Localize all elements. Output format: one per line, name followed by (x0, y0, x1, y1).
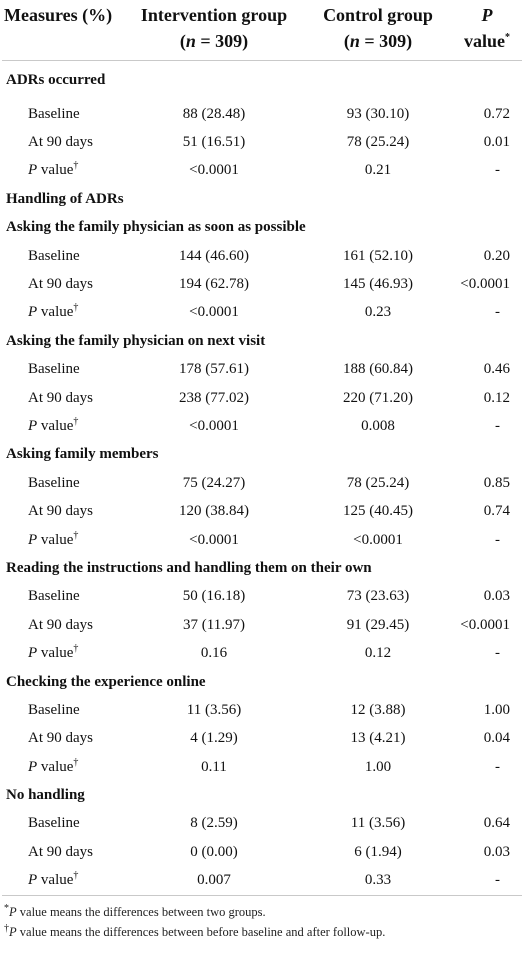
intervention-cell: 238 (77.02) (179, 389, 249, 406)
table-row (2, 128, 522, 156)
table-row (2, 384, 522, 412)
section-title: Reading the instructions and handling them on their own (6, 559, 372, 576)
p-value-cell: 0.12 (483, 389, 510, 406)
intervention-cell: <0.0001 (189, 162, 239, 179)
intervention-cell: 0 (0.00) (190, 843, 238, 860)
control-cell: 12 (3.88) (350, 701, 406, 718)
row-label: Baseline (28, 815, 80, 832)
table-row (2, 753, 522, 781)
row-label: P value† (28, 756, 79, 775)
intervention-cell: 0.11 (201, 758, 227, 775)
p-value-cell: - (495, 531, 500, 548)
section-title: Asking family members (6, 446, 159, 463)
p-value-cell: - (452, 867, 522, 896)
p-value-cell: 0.74 (483, 503, 510, 520)
control-cell: 220 (71.20) (343, 389, 413, 406)
table-row (2, 583, 522, 611)
table-row (2, 469, 522, 497)
p-value-cell: 0.20 (483, 247, 510, 264)
row-label: Baseline (28, 701, 80, 718)
table-row (2, 696, 522, 724)
header-row (2, 0, 522, 61)
intervention-cell: 178 (57.61) (179, 361, 249, 378)
intervention-cell: 11 (3.56) (186, 701, 242, 718)
p-value-cell: 0.46 (483, 361, 510, 378)
control-cell: 161 (52.10) (343, 247, 413, 264)
intervention-cell: 4 (1.29) (190, 730, 238, 747)
control-cell: 78 (25.24) (346, 474, 410, 491)
footnote-1: *P value means the differences between two groups. (4, 902, 266, 919)
section-header (2, 781, 522, 809)
control-cell: <0.0001 (353, 531, 403, 548)
table-row (2, 526, 522, 554)
table-row (2, 838, 522, 866)
results-table (2, 0, 522, 896)
footnotes (0, 902, 524, 942)
control-cell: 0.12 (364, 645, 392, 662)
intervention-cell: 0.16 (200, 645, 228, 662)
intervention-cell: 88 (28.48) (182, 105, 246, 122)
header-p-line1: P (481, 5, 493, 25)
control-cell: 1.00 (364, 758, 392, 775)
table-row (2, 725, 522, 753)
row-label: Baseline (28, 588, 80, 605)
p-value-cell: - (495, 304, 500, 321)
control-cell: 0.008 (361, 417, 395, 434)
p-value-cell: 0.04 (483, 730, 510, 747)
row-label: At 90 days (28, 843, 93, 860)
p-value-cell: 0.85 (483, 474, 510, 491)
row-label: Baseline (28, 361, 80, 378)
row-label: Baseline (28, 247, 80, 264)
control-cell: 0.23 (364, 304, 392, 321)
section-title: Checking the experience online (6, 673, 206, 690)
intervention-cell: <0.0001 (189, 531, 239, 548)
intervention-cell: 0.007 (124, 867, 304, 896)
row-label: Baseline (28, 474, 80, 491)
control-cell: 91 (29.45) (346, 616, 410, 633)
table-row (2, 100, 522, 128)
p-value-cell: <0.0001 (460, 616, 510, 633)
control-cell: 11 (3.56) (350, 815, 406, 832)
p-value-cell: <0.0001 (460, 276, 510, 293)
section-header (2, 185, 522, 213)
control-cell: 93 (30.10) (346, 105, 410, 122)
section-title: ADRs occurred (6, 72, 106, 88)
row-label: At 90 days (28, 276, 93, 293)
p-value-cell: - (495, 417, 500, 434)
header-control (304, 0, 452, 61)
p-value-cell: 0.01 (483, 134, 510, 151)
section-header (2, 214, 522, 242)
p-value-cell: 0.64 (483, 815, 510, 832)
section-title: Handling of ADRs (6, 190, 124, 207)
row-label: P value† (28, 643, 79, 662)
intervention-cell: 194 (62.78) (179, 276, 249, 293)
header-intervention-n: (n = 309) (179, 31, 249, 51)
p-value-cell: 0.03 (483, 588, 510, 605)
header-intervention-title: Intervention group (140, 5, 288, 25)
header-measures: Measures (%) (2, 0, 124, 61)
table-row (2, 412, 522, 440)
row-label: P value† (28, 160, 79, 179)
table-row (2, 242, 522, 270)
intervention-cell: 50 (16.18) (182, 588, 246, 605)
table-row (2, 497, 522, 525)
control-cell: 13 (4.21) (350, 730, 406, 747)
table-row (2, 639, 522, 667)
row-label: P value† (28, 529, 79, 548)
header-control-title: Control group (323, 5, 433, 25)
control-cell: 6 (1.94) (354, 843, 402, 860)
p-value-cell: 0.03 (483, 843, 510, 860)
table-row (2, 157, 522, 185)
table-body (2, 61, 522, 896)
section-header (2, 554, 522, 582)
control-cell: 145 (46.93) (343, 276, 413, 293)
intervention-cell: 120 (38.84) (179, 503, 249, 520)
p-value-cell: - (495, 162, 500, 179)
header-p-line2: value* (463, 31, 510, 51)
control-cell: 0.33 (304, 867, 452, 896)
table-row (2, 270, 522, 298)
section-header (2, 327, 522, 355)
section-title: No handling (6, 787, 85, 804)
row-label: Baseline (28, 105, 80, 122)
row-label: At 90 days (28, 134, 93, 151)
row-label: At 90 days (28, 730, 93, 747)
table-row (2, 810, 522, 838)
section-header (2, 668, 522, 696)
control-cell: 73 (23.63) (346, 588, 410, 605)
section-header (2, 441, 522, 469)
control-cell: 188 (60.84) (343, 361, 413, 378)
row-label: P value† (28, 415, 79, 434)
section-header (2, 61, 522, 101)
row-label: At 90 days (28, 389, 93, 406)
intervention-cell: <0.0001 (189, 417, 239, 434)
p-value-cell: - (495, 645, 500, 662)
header-p-value (452, 0, 522, 61)
header-control-n: (n = 309) (343, 31, 413, 51)
intervention-cell: 51 (16.51) (182, 134, 246, 151)
row-label: P value† (28, 302, 79, 321)
table-row (2, 611, 522, 639)
header-intervention (124, 0, 304, 61)
intervention-cell: 144 (46.60) (179, 247, 249, 264)
p-value-cell: - (495, 758, 500, 775)
table-row (2, 867, 522, 896)
row-label: P value† (2, 867, 124, 896)
control-cell: 125 (40.45) (343, 503, 413, 520)
intervention-cell: 75 (24.27) (182, 474, 246, 491)
control-cell: 78 (25.24) (346, 134, 410, 151)
table-row (2, 356, 522, 384)
section-title: Asking the family physician on next visit (6, 332, 266, 349)
footnote-2: †P value means the differences between before baseline and after follow-up. (4, 922, 386, 939)
intervention-cell: 8 (2.59) (190, 815, 238, 832)
table-row (2, 299, 522, 327)
intervention-cell: <0.0001 (189, 304, 239, 321)
section-title: Asking the family physician as soon as possible (6, 219, 306, 236)
control-cell: 0.21 (364, 162, 392, 179)
row-label: At 90 days (28, 503, 93, 520)
p-value-cell: 0.72 (483, 105, 510, 122)
row-label: At 90 days (28, 616, 93, 633)
intervention-cell: 37 (11.97) (183, 616, 245, 633)
p-value-cell: 1.00 (483, 701, 510, 718)
